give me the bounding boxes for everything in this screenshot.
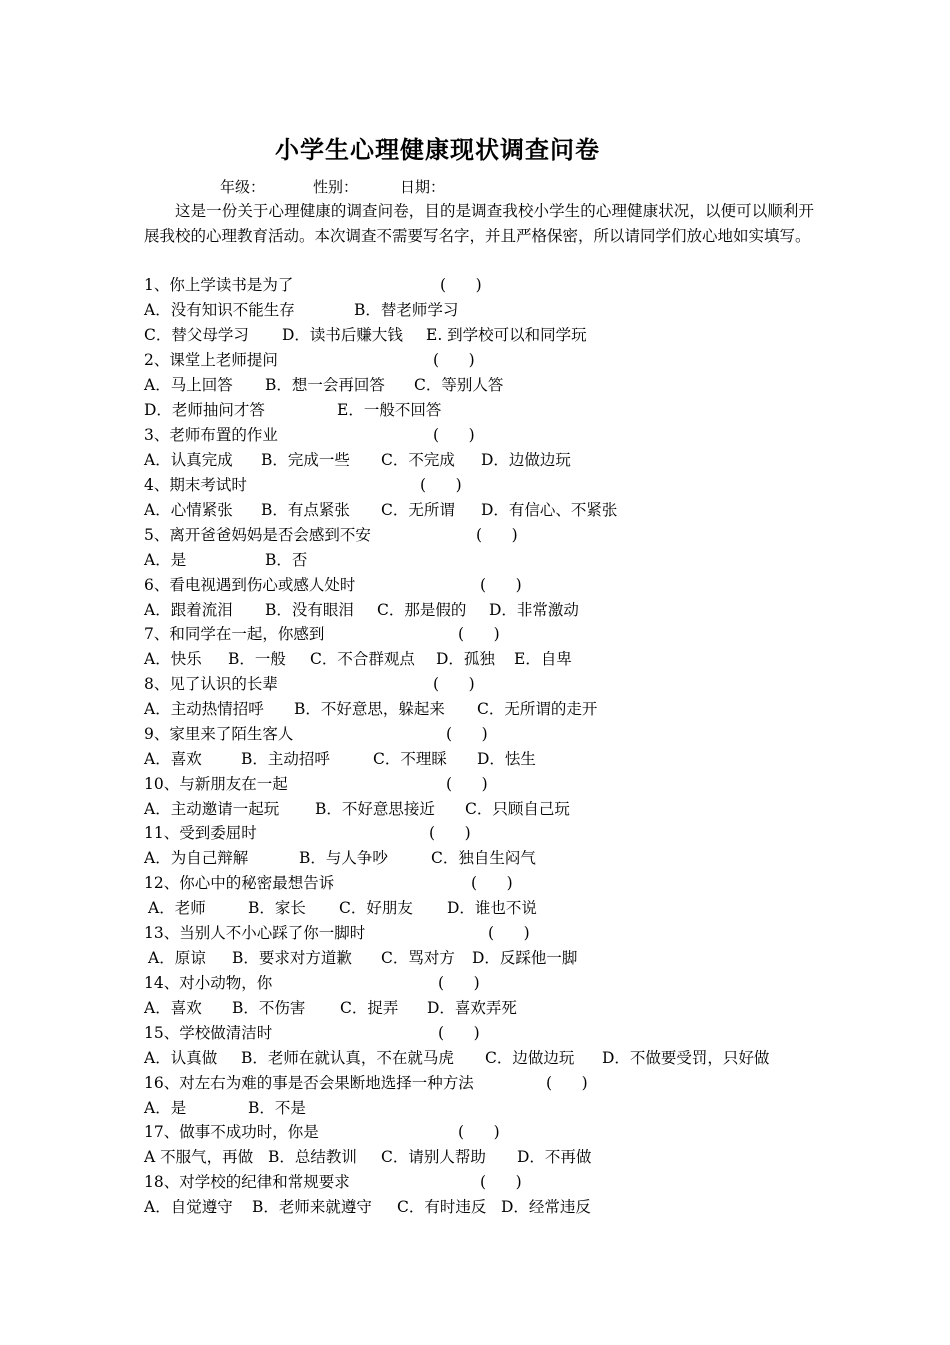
option[interactable]: A．没有知识不能生存 bbox=[144, 301, 295, 319]
options-row bbox=[144, 1046, 824, 1071]
option[interactable]: D．边做边玩 bbox=[481, 451, 571, 469]
option[interactable]: E．自卑 bbox=[514, 650, 572, 668]
option[interactable]: A．心情紧张 bbox=[144, 501, 233, 519]
answer-blank[interactable]: ( ) bbox=[433, 675, 475, 693]
option[interactable]: D．不再做 bbox=[517, 1148, 592, 1166]
option[interactable]: C．无所谓的走开 bbox=[477, 700, 598, 718]
question-text: 13、当别人不小心踩了你一脚时 bbox=[144, 924, 366, 942]
option[interactable]: A．跟着流泪 bbox=[144, 601, 233, 619]
intro-paragraph bbox=[144, 199, 814, 249]
option[interactable]: C．好朋友 bbox=[339, 899, 413, 917]
answer-blank[interactable]: ( ) bbox=[476, 526, 518, 544]
option[interactable]: B．想一会再回答 bbox=[265, 376, 385, 394]
option[interactable]: A．主动邀请一起玩 bbox=[144, 800, 280, 818]
options-row bbox=[144, 448, 824, 473]
option[interactable]: A．认真完成 bbox=[144, 451, 233, 469]
question-text: 3、老师布置的作业 bbox=[144, 426, 278, 444]
option[interactable]: A．原谅 bbox=[148, 949, 206, 967]
option[interactable]: B．不伤害 bbox=[232, 999, 306, 1017]
question-text: 1、你上学读书是为了 bbox=[144, 276, 294, 294]
option[interactable]: B．替老师学习 bbox=[354, 301, 459, 319]
option[interactable]: B．老师来就遵守 bbox=[252, 1198, 372, 1216]
option[interactable]: D．喜欢弄死 bbox=[427, 999, 517, 1017]
option[interactable]: D．有信心、不紧张 bbox=[481, 501, 618, 519]
question-text: 9、家里来了陌生客人 bbox=[144, 725, 294, 743]
options-row bbox=[144, 1195, 824, 1220]
option[interactable]: B．老师在就认真，不在就马虎 bbox=[241, 1049, 454, 1067]
option[interactable]: C．那是假的 bbox=[377, 601, 467, 619]
options-row bbox=[144, 697, 824, 722]
option[interactable]: A．认真做 bbox=[144, 1049, 218, 1067]
option[interactable]: B．一般 bbox=[228, 650, 286, 668]
page-title: 小学生心理健康现状调查问卷 bbox=[275, 135, 600, 164]
answer-blank[interactable]: ( ) bbox=[458, 1123, 500, 1141]
options-row bbox=[144, 647, 824, 672]
options-row bbox=[144, 398, 824, 423]
answer-blank[interactable]: ( ) bbox=[471, 874, 513, 892]
question-text: 7、和同学在一起，你感到 bbox=[144, 625, 325, 643]
option[interactable]: B．不是 bbox=[248, 1099, 306, 1117]
intro-text: 这是一份关于心理健康的调查问卷，目的是调查我校小学生的心理健康状况，以便可以顺利开展我校的心理教育活动。本次调查不需要写名字，并且严格保密，所以请同学们放心地如实填写。 bbox=[144, 202, 814, 245]
options-row bbox=[144, 797, 824, 822]
question-text: 14、对小动物，你 bbox=[144, 974, 273, 992]
options-row bbox=[144, 946, 824, 971]
option[interactable]: B．不好意思，躲起来 bbox=[294, 700, 445, 718]
options-row bbox=[144, 323, 824, 348]
answer-blank[interactable]: ( ) bbox=[438, 1024, 480, 1042]
question-text: 17、做事不成功时，你是 bbox=[144, 1123, 319, 1141]
question-text: 12、你心中的秘密最想告诉 bbox=[144, 874, 335, 892]
options-row bbox=[144, 896, 824, 921]
option[interactable]: D．不做要受罚，只好做 bbox=[602, 1049, 770, 1067]
option[interactable]: D．非常激动 bbox=[489, 601, 579, 619]
option[interactable]: A．快乐 bbox=[144, 650, 202, 668]
options-row bbox=[144, 846, 824, 871]
option[interactable]: D．反踩他一脚 bbox=[472, 949, 578, 967]
option[interactable]: C．替父母学习 bbox=[144, 326, 249, 344]
option[interactable]: A．为自己辩解 bbox=[144, 849, 249, 867]
options-row bbox=[144, 498, 824, 523]
options-row bbox=[144, 298, 824, 323]
question-text: 6、看电视遇到伤心或感人处时 bbox=[144, 576, 356, 594]
option[interactable]: B．否 bbox=[265, 551, 308, 569]
gender-label: 性别： bbox=[313, 178, 359, 196]
option[interactable]: C．不理睬 bbox=[373, 750, 447, 768]
option[interactable]: A．马上回答 bbox=[144, 376, 233, 394]
question-text: 8、见了认识的长辈 bbox=[144, 675, 278, 693]
answer-blank[interactable]: ( ) bbox=[480, 576, 522, 594]
option[interactable]: B．没有眼泪 bbox=[265, 601, 354, 619]
option[interactable]: A．喜欢 bbox=[144, 999, 202, 1017]
answer-blank[interactable]: ( ) bbox=[480, 1173, 522, 1191]
option[interactable]: B．家长 bbox=[248, 899, 306, 917]
option[interactable]: C．不完成 bbox=[381, 451, 455, 469]
options-row bbox=[144, 548, 824, 573]
options-row bbox=[144, 1096, 824, 1121]
question-text: 16、对左右为难的事是否会果断地选择一种方法 bbox=[144, 1074, 474, 1092]
question-text: 15、学校做清洁时 bbox=[144, 1024, 273, 1042]
answer-blank[interactable]: ( ) bbox=[546, 1074, 588, 1092]
option[interactable]: B．要求对方道歉 bbox=[232, 949, 352, 967]
question-text: 11、受到委屈时 bbox=[144, 824, 257, 842]
option[interactable]: D．孤独 bbox=[436, 650, 495, 668]
option[interactable]: C．不合群观点 bbox=[310, 650, 415, 668]
options-row bbox=[144, 996, 824, 1021]
grade-label: 年级： bbox=[220, 178, 266, 196]
answer-blank[interactable]: ( ) bbox=[433, 351, 475, 369]
option[interactable]: A．老师 bbox=[148, 899, 206, 917]
option[interactable]: D．怯生 bbox=[477, 750, 536, 768]
option[interactable]: C．无所谓 bbox=[381, 501, 455, 519]
question-text: 5、离开爸爸妈妈是否会感到不安 bbox=[144, 526, 371, 544]
answer-blank[interactable]: ( ) bbox=[440, 276, 482, 294]
question-text: 2、课堂上老师提问 bbox=[144, 351, 278, 369]
option[interactable]: C．请别人帮助 bbox=[381, 1148, 486, 1166]
answer-blank[interactable]: ( ) bbox=[429, 824, 471, 842]
options-row bbox=[144, 373, 824, 398]
answer-blank[interactable]: ( ) bbox=[446, 775, 488, 793]
answer-blank[interactable]: ( ) bbox=[488, 924, 530, 942]
option[interactable]: E. 到学校可以和同学玩 bbox=[426, 326, 587, 344]
option[interactable]: D．老师抽问才答 bbox=[144, 401, 265, 419]
options-row bbox=[144, 747, 824, 772]
option[interactable]: B．主动招呼 bbox=[241, 750, 330, 768]
option[interactable]: A．主动热情招呼 bbox=[144, 700, 264, 718]
options-row bbox=[144, 598, 824, 623]
option[interactable]: A．喜欢 bbox=[144, 750, 202, 768]
option[interactable]: A．是 bbox=[144, 551, 187, 569]
answer-blank[interactable]: ( ) bbox=[458, 625, 500, 643]
option[interactable]: C．捉弄 bbox=[340, 999, 399, 1017]
option[interactable]: E．一般不回答 bbox=[337, 401, 442, 419]
option[interactable]: C．等别人答 bbox=[414, 376, 504, 394]
option[interactable]: A．自觉遵守 bbox=[144, 1198, 233, 1216]
option[interactable]: D．经常违反 bbox=[501, 1198, 591, 1216]
answer-blank[interactable]: ( ) bbox=[433, 426, 475, 444]
answer-blank[interactable]: ( ) bbox=[420, 476, 462, 494]
question-text: 10、与新朋友在一起 bbox=[144, 775, 288, 793]
option[interactable]: A 不服气，再做 bbox=[144, 1148, 254, 1166]
answer-blank[interactable]: ( ) bbox=[446, 725, 488, 743]
option[interactable]: C．骂对方 bbox=[381, 949, 455, 967]
option[interactable]: B．完成一些 bbox=[261, 451, 350, 469]
option[interactable]: A．是 bbox=[144, 1099, 187, 1117]
question-text: 18、对学校的纪律和常规要求 bbox=[144, 1173, 350, 1191]
answer-blank[interactable]: ( ) bbox=[438, 974, 480, 992]
option[interactable]: B．有点紧张 bbox=[261, 501, 350, 519]
option[interactable]: B．总结教训 bbox=[268, 1148, 357, 1166]
option[interactable]: D．读书后赚大钱 bbox=[282, 326, 403, 344]
option[interactable]: B．与人争吵 bbox=[299, 849, 388, 867]
option[interactable]: C．只顾自己玩 bbox=[465, 800, 570, 818]
option[interactable]: C．独自生闷气 bbox=[431, 849, 536, 867]
option[interactable]: C．边做边玩 bbox=[485, 1049, 575, 1067]
option[interactable]: B．不好意思接近 bbox=[315, 800, 435, 818]
option[interactable]: C．有时违反 bbox=[397, 1198, 487, 1216]
options-row bbox=[144, 1145, 824, 1170]
question-text: 4、期末考试时 bbox=[144, 476, 247, 494]
date-label: 日期： bbox=[400, 178, 446, 196]
option[interactable]: D．谁也不说 bbox=[447, 899, 537, 917]
